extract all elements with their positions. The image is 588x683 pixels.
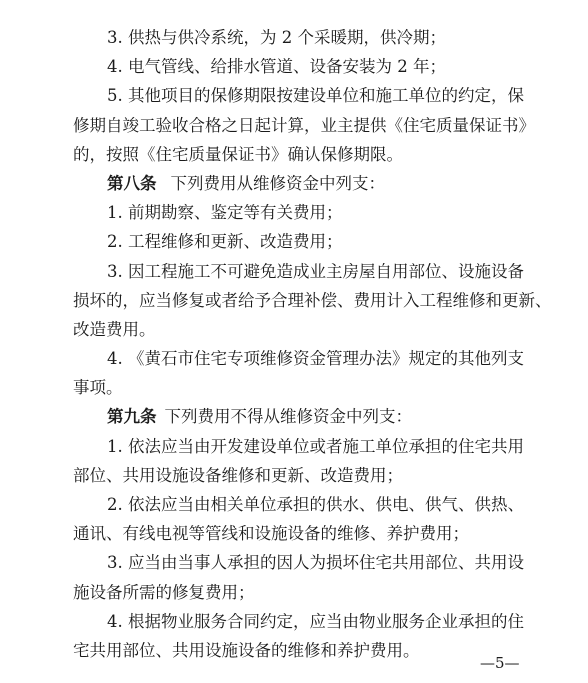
text-line: 1. 依法应当由开发建设单位或者施工单位承担的住宅共用: [107, 437, 524, 456]
article-text: 下列费用不得从维修资金中列支：: [164, 407, 412, 426]
text-line: 5. 其他项目的保修期限按建设单位和施工单位的约定，保: [107, 86, 524, 105]
text-line: 部位、共用设施设备维修和更新、改造费用；: [73, 466, 403, 485]
text-line: 2. 工程维修和更新、改造费用；: [107, 232, 343, 251]
text-line: 宅共用部位、共用设施设备的维修和养护费用。: [73, 641, 420, 660]
text-line: 损坏的，应当修复或者给予合理补偿、费用计入工程维修和更新、: [73, 291, 552, 310]
text-line: 1. 前期勘察、鉴定等有关费用；: [107, 203, 343, 222]
article-label: 第九条: [107, 407, 157, 426]
text-line: 修期自竣工验收合格之日起计算，业主提供《住宅质量保证书》: [73, 116, 535, 135]
page-number: —5—: [480, 654, 520, 672]
text-line: 施设备所需的修复费用；: [73, 583, 255, 602]
text-line: 通讯、有线电视等管线和设施设备的维修、养护费用；: [73, 524, 469, 543]
text-line: 4. 电气管线、给排水管道、设备安装为 2 年；: [107, 57, 446, 76]
article-8-heading: [0, 169, 588, 199]
text-line: 3. 因工程施工不可避免造成业主房屋自用部位、设施设备: [107, 262, 524, 281]
article-label: 第八条: [107, 174, 157, 193]
text-line: 事项。: [73, 378, 123, 397]
text-line: 3. 应当由当事人承担的因人为损坏住宅共用部位、共用设: [107, 553, 524, 572]
text-line: 4. 根据物业服务合同约定，应当由物业服务企业承担的住: [107, 612, 524, 631]
text-line: 4. 《黄石市住宅专项维修资金管理办法》规定的其他列支: [107, 349, 524, 368]
text-line: 改造费用。: [73, 320, 156, 339]
text-line: 2. 依法应当由相关单位承担的供水、供电、供气、供热、: [107, 495, 524, 514]
article-9-heading: [0, 402, 588, 432]
article-text: 下列费用从维修资金中列支：: [170, 174, 385, 193]
text-line: 的，按照《住宅质量保证书》确认保修期限。: [73, 145, 403, 164]
text-line: 3. 供热与供冷系统，为 2 个采暖期，供冷期；: [107, 28, 446, 47]
